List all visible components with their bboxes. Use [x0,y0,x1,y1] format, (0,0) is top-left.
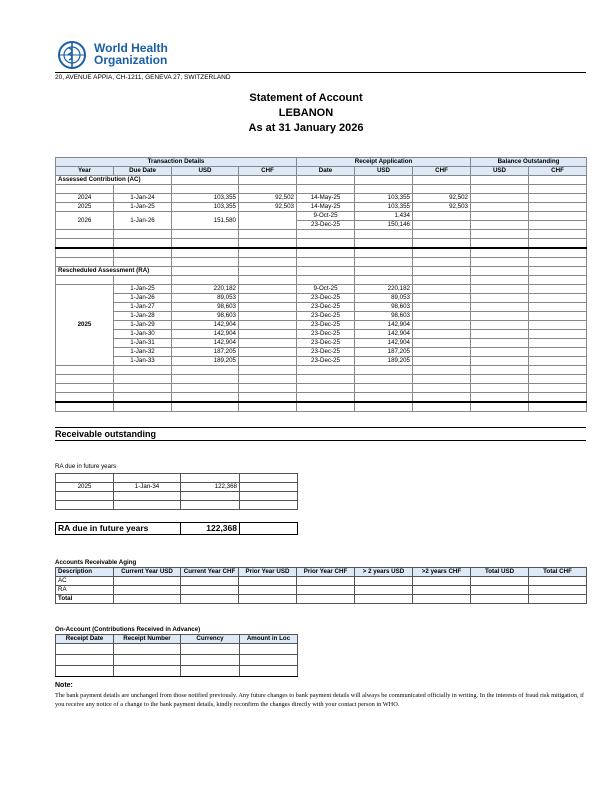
on-account-title: On-Account (Contributions Received in Advance) [55,626,201,633]
ra-future-total [55,522,298,535]
col-due-date: Due Date [114,167,172,176]
ra-receipt-date: 23-Dec-25 [297,321,355,330]
ra-due-date: 1-Jan-25 [114,285,172,294]
ac-year: 2026 [56,212,114,230]
col-balance-chf: CHF [529,167,587,176]
table-row [56,330,587,339]
table-row [56,348,587,357]
ac-section-label: Assessed Contribution (AC) [56,176,172,185]
aging-col-description: Description [56,568,114,577]
aging-col-current-chf: Current Year CHF [181,568,239,577]
ac-due-date: 1-Jan-25 [114,203,172,212]
col-balance-usd: USD [471,167,529,176]
ac-receipt-usd: 1,434 [355,212,413,221]
ra-usd: 142,904 [172,321,239,330]
ra-due-date: 1-Jan-33 [114,357,172,366]
statement-table [55,157,587,412]
ac-receipt-date: 14-May-25 [297,203,355,212]
aging-row-label: AC [56,577,114,586]
ra-receipt-date: 23-Dec-25 [297,348,355,357]
who-emblem-icon [55,40,89,70]
aging-col-2y-chf: >2 years CHF [413,568,471,577]
table-row [56,285,587,294]
table-row [56,321,587,330]
table-row [56,339,587,348]
ra-receipt-usd: 187,205 [355,348,413,357]
ac-receipt-date: 9-Oct-25 [297,212,355,221]
ra-receipt-usd: 142,904 [355,339,413,348]
ra-receipt-date: 23-Dec-25 [297,312,355,321]
ac-year: 2025 [56,203,114,212]
ra-due-date: 1-Jan-32 [114,348,172,357]
ac-chf: 92,503 [239,203,297,212]
table-row [56,577,587,586]
ra-receipt-usd: 142,904 [355,330,413,339]
note-block [55,681,586,710]
statement-date: As at 31 January 2026 [248,122,364,134]
ac-receipt-chf: 92,503 [413,203,471,212]
group-balance-outstanding: Balance Outstanding [471,158,587,167]
table-row [56,294,587,303]
table-row [56,194,587,203]
org-name: World Health Organization [94,41,168,67]
aging-title: Accounts Receivable Aging [55,559,137,566]
ra-future-table [55,473,298,510]
aging-row-label: RA [56,586,114,595]
ra-usd: 98,603 [172,312,239,321]
table-row [56,483,298,492]
aging-col-prior-usd: Prior Year USD [239,568,297,577]
org-address: 20, AVENUE APPIA, CH-1211, GENEVA 27, SWITZERLAND [55,72,586,81]
ac-chf: 92,502 [239,194,297,203]
ac-receipt-usd: 150,146 [355,221,413,230]
ra-future-due-date: 1-Jan-34 [114,483,181,492]
ac-usd: 103,355 [172,203,239,212]
note-title: Note: [55,682,73,689]
col-chf: CHF [239,167,297,176]
table-row [56,595,587,604]
col-year: Year [56,167,114,176]
table-row [56,203,587,212]
note-text: The bank payment details are unchanged from those notified previously. Any future changes to bank payment details will always be communicated officially in writing. In the interests of fraud risk mitigation, if you receive any notice of a change to the bank payment details, kindly reconfirm the changes directly with your contact person in WHO. [55,691,584,708]
aging-col-2y-usd: > 2 years USD [355,568,413,577]
ac-usd: 151,580 [172,212,239,230]
ra-receipt-usd: 189,205 [355,357,413,366]
ra-receipt-usd: 220,182 [355,285,413,294]
col-currency: Currency [181,635,240,644]
ra-due-date: 1-Jan-26 [114,294,172,303]
column-header-row [56,167,587,176]
ac-receipt-date: 23-Dec-25 [297,221,355,230]
ra-due-date: 1-Jan-27 [114,303,172,312]
ra-receipt-usd: 89,053 [355,294,413,303]
statement-title: Statement of Account [249,92,363,104]
aging-col-total-chf: Total CHF [529,568,587,577]
aging-col-current-usd: Current Year USD [114,568,181,577]
col-amount-loc: Amount in Loc [240,635,298,644]
ra-due-date: 1-Jan-31 [114,339,172,348]
table-row [56,586,587,595]
ra-section-label: Rescheduled Assessment (RA) [56,267,172,276]
table-row [56,357,587,366]
aging-col-total-usd: Total USD [471,568,529,577]
ra-receipt-usd: 98,603 [355,303,413,312]
ra-receipt-date: 23-Dec-25 [297,294,355,303]
col-receipt-chf: CHF [413,167,471,176]
table-row [56,303,587,312]
col-usd: USD [172,167,239,176]
ra-usd: 142,904 [172,339,239,348]
ra-usd: 98,603 [172,303,239,312]
on-account-header-row [56,635,298,644]
ra-usd: 142,904 [172,330,239,339]
ra-due-date: 1-Jan-29 [114,321,172,330]
group-transaction-details: Transaction Details [56,158,297,167]
table-row [56,212,587,221]
ra-future-title: RA due in future years [55,463,117,470]
aging-table [55,567,587,604]
ra-receipt-date: 9-Oct-25 [297,285,355,294]
ra-due-date: 1-Jan-28 [114,312,172,321]
on-account-table [55,634,298,677]
ra-receipt-date: 23-Dec-25 [297,357,355,366]
ac-usd: 103,355 [172,194,239,203]
group-header-row [56,158,587,167]
aging-col-prior-chf: Prior Year CHF [297,568,355,577]
ra-future-total-value: 122,368 [181,523,240,535]
ra-future-year: 2025 [56,483,114,492]
ra-due-date: 1-Jan-30 [114,330,172,339]
table-row [56,312,587,321]
ra-usd: 187,205 [172,348,239,357]
ac-receipt-usd: 103,355 [355,194,413,203]
ra-receipt-usd: 98,603 [355,312,413,321]
ac-due-date: 1-Jan-24 [114,194,172,203]
col-receipt-date-adv: Receipt Date [56,635,114,644]
ac-receipt-date: 14-May-25 [297,194,355,203]
ra-receipt-date: 23-Dec-25 [297,303,355,312]
group-receipt-application: Receipt Application [297,158,471,167]
ac-due-date: 1-Jan-26 [114,212,172,230]
col-receipt-number: Receipt Number [114,635,181,644]
ac-receipt-chf: 92,502 [413,194,471,203]
ra-usd: 89,053 [172,294,239,303]
ra-receipt-usd: 142,904 [355,321,413,330]
ra-usd: 220,182 [172,285,239,294]
aging-row-label: Total [56,595,114,604]
ra-receipt-date: 23-Dec-25 [297,339,355,348]
ra-future-total-label: RA due in future years [56,523,181,535]
col-receipt-usd: USD [355,167,413,176]
country-name: LEBANON [278,107,334,119]
ra-receipt-date: 23-Dec-25 [297,330,355,339]
col-receipt-date: Date [297,167,355,176]
receivable-outstanding-label: Receivable outstanding [55,427,586,441]
ra-year: 2025 [56,285,114,366]
ac-receipt-usd: 103,355 [355,203,413,212]
ra-usd: 189,205 [172,357,239,366]
ra-future-usd: 122,368 [181,483,240,492]
ac-year: 2024 [56,194,114,203]
aging-header-row [56,568,587,577]
